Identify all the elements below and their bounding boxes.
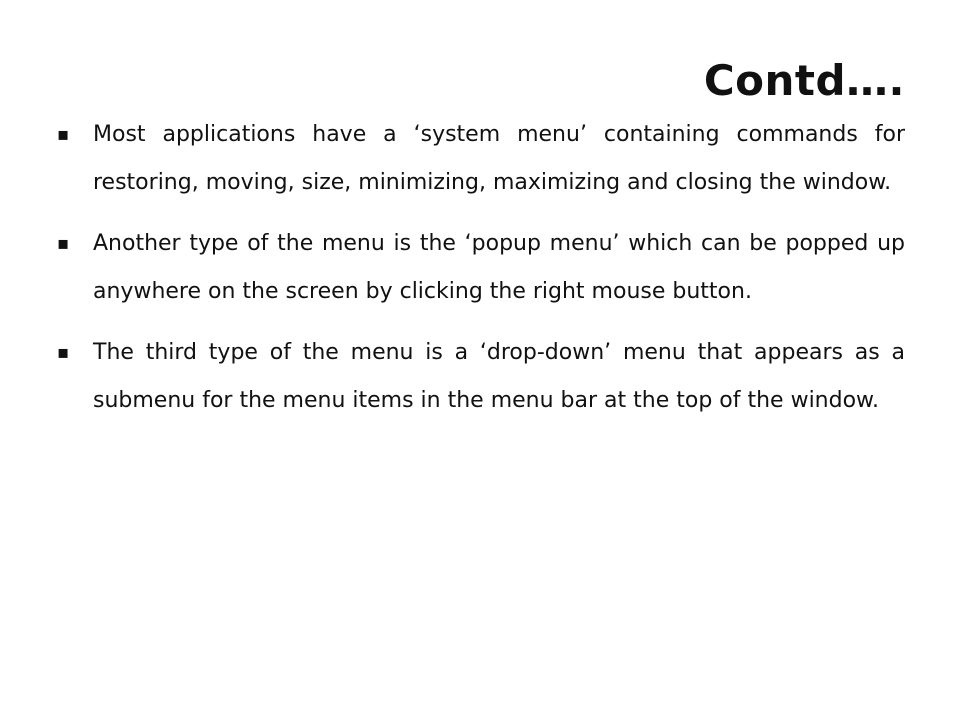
bullet-list — [57, 111, 905, 438]
bullet-text: Another type of the menu is the ‘popup menu’ which can be popped up anywhere on the screen by clicking the right mouse button. — [93, 231, 905, 304]
bullet-system-menu — [57, 111, 905, 207]
bullet-drop-down-menu — [57, 329, 905, 425]
slide-title: Contd…. — [703, 56, 905, 106]
square-bullet-icon: ▪ — [57, 342, 70, 363]
square-bullet-icon: ▪ — [57, 124, 70, 145]
bullet-text: Most applications have a ‘system menu’ containing commands for restoring, moving, size, minimizing, maximizing and closing the window. — [93, 122, 905, 195]
bullet-popup-menu — [57, 220, 905, 316]
square-bullet-icon: ▪ — [57, 233, 70, 254]
bullet-text: The third type of the menu is a ‘drop-down’ menu that appears as a submenu for the menu items in the menu bar at the top of the window. — [93, 340, 905, 413]
